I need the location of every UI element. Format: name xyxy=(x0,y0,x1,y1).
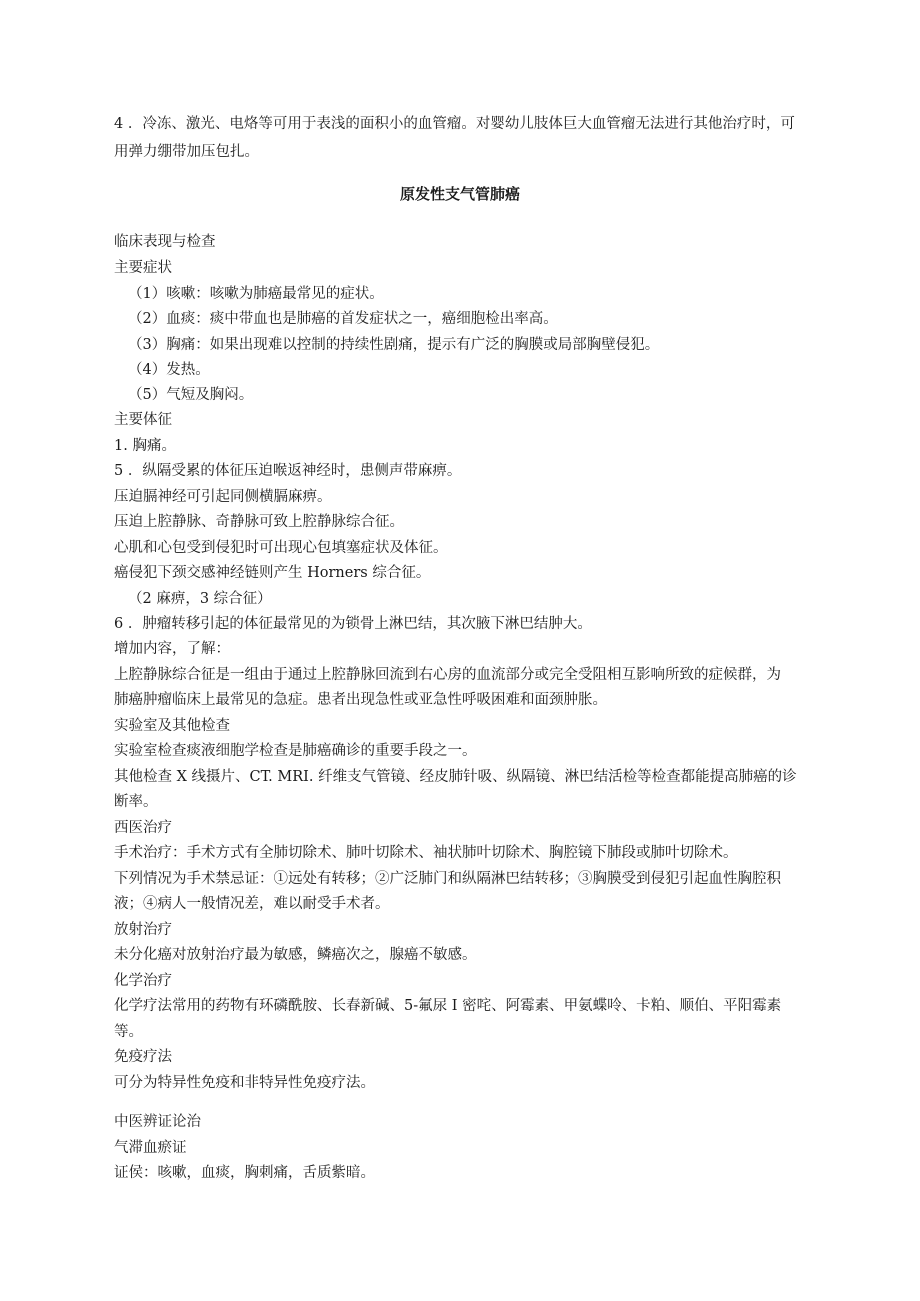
immunotherapy-heading: 免疫疗法 xyxy=(114,1049,172,1065)
sign-item: 压迫膈神经可引起同侧横膈麻痹。 xyxy=(114,489,332,505)
svc-line-2: 肺癌肿瘤临床上最常见的急症。患者出现急性或亚急性呼吸困难和面颈肿胀。 xyxy=(114,692,607,708)
chemotherapy-heading: 化学治疗 xyxy=(114,973,172,989)
sign-item: 5 ．纵隔受累的体征压迫喉返神经时，患侧声带麻痹。 xyxy=(114,463,462,479)
signs-heading: 主要体征 xyxy=(114,412,172,428)
symptom-item: （3）胸痛：如果出现难以控制的持续性剧痛，提示有广泛的胸膜或局部胸壁侵犯。 xyxy=(128,337,660,353)
sign-item: 心肌和心包受到侵犯时可出现心包填塞症状及体征。 xyxy=(114,540,448,556)
immunotherapy-line: 可分为特异性免疫和非特异性免疫疗法。 xyxy=(114,1075,375,1091)
sign-item: 6 ．肿瘤转移引起的体征最常见的为锁骨上淋巴结，其次腋下淋巴结肿大。 xyxy=(114,616,592,632)
sign-item: 癌侵犯下颈交感神经链则产生 Horners 综合征。 xyxy=(114,565,431,581)
western-heading: 西医治疗 xyxy=(114,820,172,836)
surgery-line: 手术治疗：手术方式有全肺切除术、肺叶切除术、袖状肺叶切除术、胸腔镜下肺段或肺叶切除术。 xyxy=(114,845,738,861)
sign-item: 增加内容，了解： xyxy=(114,641,230,657)
symptoms-heading: 主要症状 xyxy=(114,260,172,276)
contraindication-line-1: 下列情况为手术禁忌证：①远处有转移；②广泛肺门和纵隔淋巴结转移；③胸膜受到侵犯引起血性胸腔积 xyxy=(114,871,781,887)
radiotherapy-line: 未分化癌对放射治疗最为敏感，鳞癌次之，腺癌不敏感。 xyxy=(114,947,477,963)
intro-line-1: 4 ．冷冻、激光、电烙等可用于表浅的面积小的血管瘤。对婴幼儿肢体巨大血管瘤无法进行其他治疗时，可 xyxy=(114,116,795,132)
clinical-heading: 临床表现与检查 xyxy=(114,234,216,250)
other-exam-line-1: 其他检查 X 线摄片、CT. MRI. 纤维支气管镜、经皮肺针吸、纵隔镜、淋巴结活检等检查都能提高肺癌的诊 xyxy=(114,769,797,785)
sign-item: 压迫上腔静脉、奇静脉可致上腔静脉综合征。 xyxy=(114,514,404,530)
lab-heading: 实验室及其他检查 xyxy=(114,718,230,734)
lab-line: 实验室检查痰液细胞学检查是肺癌确诊的重要手段之一。 xyxy=(114,743,477,759)
symptom-item: （5）气短及胸闷。 xyxy=(128,387,254,403)
section-title: 原发性支气管肺癌 xyxy=(399,185,520,203)
chemotherapy-line-2: 等。 xyxy=(114,1024,143,1040)
tcm-heading: 中医辨证论治 xyxy=(114,1114,201,1130)
tcm-pattern-line: 证侯：咳嗽，血痰，胸刺痛，舌质紫暗。 xyxy=(114,1165,375,1181)
intro-line-2: 用弹力绷带加压包扎。 xyxy=(114,144,259,160)
sign-item: （2 麻痹，3 综合征） xyxy=(128,591,272,607)
symptom-item: （2）血痰：痰中带血也是肺癌的首发症状之一，癌细胞检出率高。 xyxy=(128,311,558,327)
tcm-pattern-heading: 气滞血瘀证 xyxy=(114,1140,187,1156)
sign-item: 1. 胸痛。 xyxy=(114,438,176,454)
svc-line-1: 上腔静脉综合征是一组由于通过上腔静脉回流到右心房的血流部分或完全受阻相互影响所致的症候群，为 xyxy=(114,667,781,683)
radiotherapy-heading: 放射治疗 xyxy=(114,922,172,938)
symptom-item: （1）咳嗽：咳嗽为肺癌最常见的症状。 xyxy=(128,286,384,302)
other-exam-line-2: 断率。 xyxy=(114,794,158,810)
symptom-item: （4）发热。 xyxy=(128,362,210,378)
chemotherapy-line-1: 化学疗法常用的药物有环磷酰胺、长春新碱、5-氟尿 I 密咤、阿霉素、甲氨蝶呤、卡粕、顺伯、平阳霉素 xyxy=(114,998,782,1014)
contraindication-line-2: 液；④病人一般情况差，难以耐受手术者。 xyxy=(114,896,390,912)
